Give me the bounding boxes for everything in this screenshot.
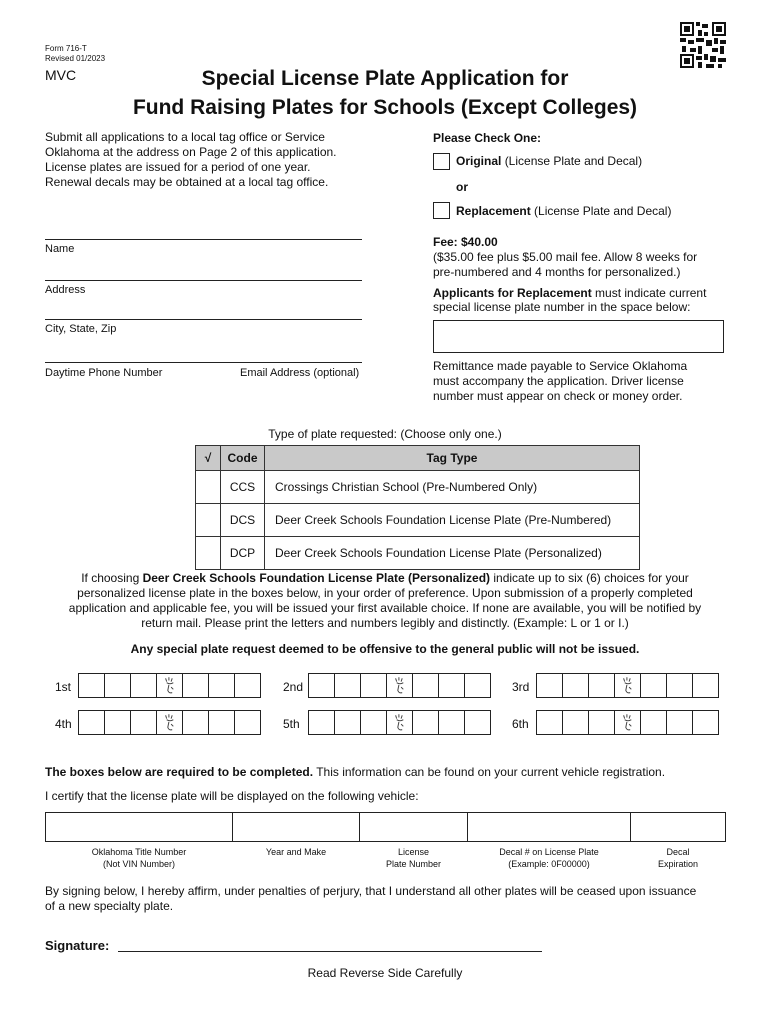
table-row xyxy=(196,537,640,570)
plate-character-box[interactable] xyxy=(438,673,465,698)
decal-expiration-box[interactable] xyxy=(630,812,726,842)
plate-character-box[interactable] xyxy=(562,673,589,698)
address-line[interactable] xyxy=(45,280,362,281)
plate-character-box[interactable] xyxy=(360,710,387,735)
plate-character-box[interactable] xyxy=(130,710,157,735)
required-boxes-note: The boxes below are required to be completed. This information can be found on your current vehicle registration. xyxy=(45,765,666,779)
choice-4-boxes[interactable] xyxy=(78,710,260,735)
form-number: Form 716-T xyxy=(45,44,87,53)
plate-type-caption: Type of plate requested: (Choose only one.) xyxy=(268,427,502,441)
plate-character-box[interactable] xyxy=(464,673,491,698)
plate-type: Deer Creek Schools Foundation License Plate (Personalized) xyxy=(265,537,640,570)
choice-1-boxes[interactable] xyxy=(78,673,260,698)
signature-line[interactable] xyxy=(118,951,542,952)
choice-5-boxes[interactable] xyxy=(308,710,490,735)
plate-character-box[interactable] xyxy=(588,710,615,735)
or-text: or xyxy=(456,180,468,194)
tag-type-column-header: Tag Type xyxy=(265,446,640,471)
footer-note: Read Reverse Side Carefully xyxy=(307,966,463,980)
plate-character-box[interactable] xyxy=(156,673,183,698)
plate-character-box[interactable] xyxy=(562,710,589,735)
affirmation-text: By signing below, I hereby affirm, under penalties of perjury, that I understand all other plates will be ceased upon issuance of a new specialty plate. xyxy=(45,884,697,913)
plate-character-box[interactable] xyxy=(640,673,667,698)
table-header-row xyxy=(196,446,640,471)
plate-character-box[interactable] xyxy=(182,673,209,698)
plate-character-box[interactable] xyxy=(334,673,361,698)
plate-type-table xyxy=(195,445,640,570)
plate-character-box[interactable] xyxy=(412,710,439,735)
plate-character-box[interactable] xyxy=(536,710,563,735)
decal-expiration-label: Decal Expiration xyxy=(657,847,699,869)
choice-3-label: 3rd xyxy=(512,680,530,694)
plate-character-box[interactable] xyxy=(412,673,439,698)
name-line[interactable] xyxy=(45,239,362,240)
plate-character-box[interactable] xyxy=(104,710,131,735)
title-number-box[interactable] xyxy=(45,812,233,842)
choice-6-label: 6th xyxy=(512,717,529,731)
plate-character-box[interactable] xyxy=(104,673,131,698)
plate-character-box[interactable] xyxy=(308,673,335,698)
plate-character-box[interactable] xyxy=(640,710,667,735)
plate-character-box[interactable] xyxy=(334,710,361,735)
replacement-option: Replacement (License Plate and Decal) xyxy=(456,204,672,218)
vehicle-info-boxes xyxy=(45,812,725,842)
fee-label: Fee: $40.00 xyxy=(433,235,498,249)
plate-character-box[interactable] xyxy=(386,673,413,698)
fee-detail-2: pre-numbered and 4 months for personalized.) xyxy=(433,265,681,279)
plate-character-box[interactable] xyxy=(614,673,641,698)
plate-character-box[interactable] xyxy=(536,673,563,698)
personalized-instructions: If choosing Deer Creek Schools Foundation License Plate (Personalized) indicate up to six (6) choices for your personalized license plate in the boxes below, in your order of preference. Upon submission of a properly completed application and applicable fee, you will be issued your first available choice. If none are available, you will be notified by return mail. Please print the letters and numbers legibly and distinctly. (Example: L or 1 or I.) xyxy=(68,571,702,630)
plate-character-box[interactable] xyxy=(208,710,235,735)
plate-character-box[interactable] xyxy=(78,710,105,735)
plate-character-box[interactable] xyxy=(208,673,235,698)
plate-character-box[interactable] xyxy=(182,710,209,735)
page-title-line1: Special License Plate Application for xyxy=(201,67,569,90)
choice-2-label: 2nd xyxy=(283,680,304,694)
deer-logo-icon xyxy=(159,712,181,734)
plate-character-box[interactable] xyxy=(78,673,105,698)
offensive-warning: Any special plate request deemed to be offensive to the general public will not be issued. xyxy=(130,642,640,656)
email-label: Email Address (optional) xyxy=(240,367,360,379)
plate-character-box[interactable] xyxy=(464,710,491,735)
plate-character-box[interactable] xyxy=(360,673,387,698)
certify-text: I certify that the license plate will be displayed on the following vehicle: xyxy=(45,789,419,803)
year-make-label: Year and Make xyxy=(265,847,327,857)
year-make-box[interactable] xyxy=(232,812,360,842)
choice-1-label: 1st xyxy=(55,680,72,694)
fee-detail-1: ($35.00 fee plus $5.00 mail fee. Allow 8 weeks for xyxy=(433,250,698,264)
agency-code: MVC xyxy=(45,67,77,83)
name-label: Name xyxy=(45,243,75,255)
license-plate-number-label: License Plate Number xyxy=(385,847,442,869)
phone-label: Daytime Phone Number xyxy=(45,367,163,379)
check-column-header: √ xyxy=(196,446,221,471)
page-title-line2: Fund Raising Plates for Schools (Except Colleges) xyxy=(132,96,638,119)
plate-dcs-checkbox[interactable] xyxy=(196,504,221,537)
decal-number-label: Decal # on License Plate (Example: 0F00000) xyxy=(499,847,599,869)
check-one-heading: Please Check One: xyxy=(433,131,542,145)
replacement-checkbox[interactable] xyxy=(433,202,450,219)
plate-character-box[interactable] xyxy=(666,710,693,735)
choice-5-label: 5th xyxy=(283,717,300,731)
plate-code: DCS xyxy=(221,504,265,537)
table-row xyxy=(196,504,640,537)
deer-logo-icon xyxy=(159,675,181,697)
plate-character-box[interactable] xyxy=(234,710,261,735)
plate-character-box[interactable] xyxy=(692,673,719,698)
plate-character-box[interactable] xyxy=(130,673,157,698)
phone-email-line[interactable] xyxy=(45,362,362,363)
city-state-zip-label: City, State, Zip xyxy=(45,323,117,335)
remittance-text: Remittance made payable to Service Oklahoma must accompany the application. Driver license number must appear on check or money order. xyxy=(433,359,688,403)
city-state-zip-line[interactable] xyxy=(45,319,362,320)
deer-logo-icon xyxy=(389,712,411,734)
plate-character-box[interactable] xyxy=(666,673,693,698)
code-column-header: Code xyxy=(221,446,265,471)
plate-character-box[interactable] xyxy=(308,710,335,735)
table-row xyxy=(196,471,640,504)
choice-3-boxes[interactable] xyxy=(536,673,718,698)
current-plate-number-box[interactable] xyxy=(433,320,724,353)
address-label: Address xyxy=(45,284,86,296)
deer-logo-icon xyxy=(617,712,639,734)
choice-4-label: 4th xyxy=(55,717,72,731)
license-plate-number-box[interactable] xyxy=(359,812,468,842)
original-checkbox[interactable] xyxy=(433,153,450,170)
choice-2-boxes[interactable] xyxy=(308,673,490,698)
plate-character-box[interactable] xyxy=(588,673,615,698)
intro-text: Submit all applications to a local tag office or Service Oklahoma at the address on Page 2 of this application. License plates are issued for a period of one year. Renewal decals may be obtained at a local tag office. xyxy=(45,130,337,189)
plate-character-box[interactable] xyxy=(438,710,465,735)
qr-code xyxy=(680,22,726,68)
original-option: Original (License Plate and Decal) xyxy=(456,154,643,168)
choice-6-boxes[interactable] xyxy=(536,710,718,735)
replacement-instructions-2: special license plate number in the space below: xyxy=(433,300,691,314)
title-number-label: Oklahoma Title Number (Not VIN Number) xyxy=(91,847,187,869)
deer-logo-icon xyxy=(389,675,411,697)
deer-logo-icon xyxy=(617,675,639,697)
plate-character-box[interactable] xyxy=(386,710,413,735)
plate-code: CCS xyxy=(221,471,265,504)
plate-character-box[interactable] xyxy=(234,673,261,698)
decal-number-box[interactable] xyxy=(467,812,631,842)
plate-character-box[interactable] xyxy=(614,710,641,735)
plate-character-box[interactable] xyxy=(156,710,183,735)
replacement-instructions: Applicants for Replacement must indicate current xyxy=(433,286,707,300)
signature-label: Signature: xyxy=(45,938,110,953)
plate-character-box[interactable] xyxy=(692,710,719,735)
plate-ccs-checkbox[interactable] xyxy=(196,471,221,504)
revised-date: Revised 01/2023 xyxy=(45,54,106,63)
plate-dcp-checkbox[interactable] xyxy=(196,537,221,570)
plate-type: Deer Creek Schools Foundation License Plate (Pre-Numbered) xyxy=(265,504,640,537)
plate-type: Crossings Christian School (Pre-Numbered Only) xyxy=(265,471,640,504)
plate-code: DCP xyxy=(221,537,265,570)
